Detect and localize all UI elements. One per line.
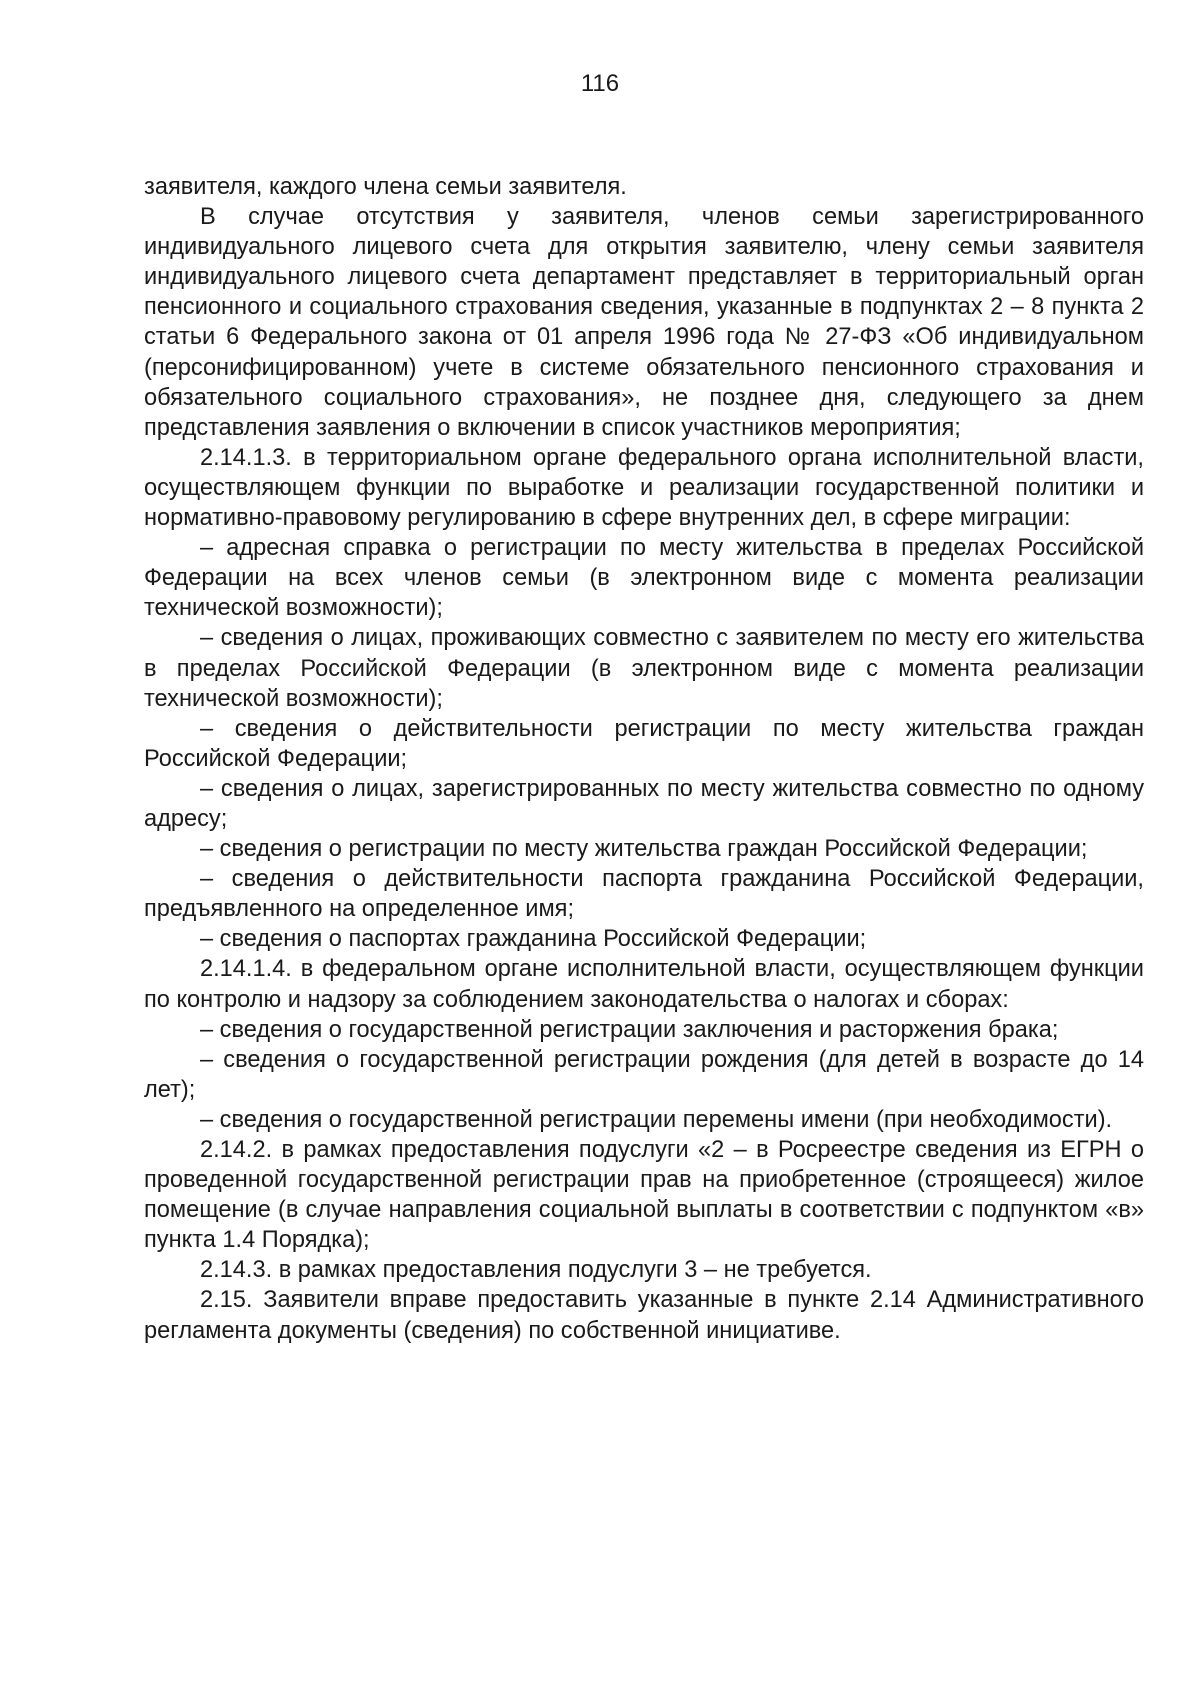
paragraph-continuation: заявителя, каждого члена семьи заявителя.: [144, 174, 627, 200]
list-item-same-address: – сведения о лицах, зарегистрированных по месту жительства совместно по одному адресу;: [144, 775, 1144, 832]
list-item-passports: – сведения о паспортах гражданина Российской Федерации;: [200, 926, 867, 953]
document-body: [144, 172, 1144, 1346]
paragraph-2-15: 2.15. Заявители вправе предоставить указанные в пункте 2.14 Административного регламента документы (сведения) по собственной инициативе.: [144, 1287, 1144, 1344]
page-number: 116: [580, 70, 620, 97]
list-item-birth: – сведения о государственной регистрации рождения (для детей в возрасте до 14 лет);: [144, 1046, 1144, 1103]
paragraph-2-14-2: 2.14.2. в рамках предоставления подуслуги «2 – в Росреестре сведения из ЕГРН о проведенной государственной регистрации прав на приобретенное (строящееся) жилое помещение (в случае направления социальной выплаты в соответствии с подпунктом «в» пункта 1.4 Порядка);: [144, 1137, 1144, 1254]
list-item-address-certificate: – адресная справка о регистрации по месту жительства в пределах Российской Федерации на всех членов семьи (в электронном виде с момента реализации технической возможности);: [144, 535, 1144, 622]
list-item-marriage: – сведения о государственной регистрации заключения и расторжения брака;: [200, 1016, 1059, 1043]
paragraph-2-14-1-3: 2.14.1.3. в территориальном органе федерального органа исполнительной власти, осуществляющем функции по выработке и реализации государственной политики и нормативно-правовому регулированию в сфере внутренних дел, в сфере миграции:: [144, 444, 1144, 532]
paragraph-2-14-3: 2.14.3. в рамках предоставления подуслуги 3 – не требуется.: [200, 1257, 872, 1284]
list-item-residence-registration: – сведения о регистрации по месту жительства граждан Российской Федерации;: [200, 836, 1088, 863]
paragraph-registration-account: В случае отсутствия у заявителя, членов семьи зарегистрированного индивидуального лицевого счета для открытия заявителю, члену семьи заявителя индивидуального лицевого счета департамент представляет в территориальный орган пенсионного и социального страхования сведения, указанные в подпунктах 2 – 8 пункта 2 статьи 6 Федерального закона от 01 апреля 1996 года № 27-ФЗ «Об индивидуальном (персонифицированном) учете в системе обязательного пенсионного страхования и обязательного социального страхования», не позднее дня, следующего за днем представления заявления о включении в список участников мероприятия;: [144, 204, 1144, 441]
list-item-passport-validity: – сведения о действительности паспорта гражданина Российской Федерации, предъявленного на определенное имя;: [144, 866, 1144, 923]
paragraph-2-14-1-4: 2.14.1.4. в федеральном органе исполнительной власти, осуществляющем функции по контролю и надзору за соблюдением законодательства о налогах и сборах:: [144, 956, 1144, 1013]
list-item-cohabitants: – сведения о лицах, проживающих совместно с заявителем по месту его жительства в пределах Российской Федерации (в электронном виде с момента реализации технической возможности);: [144, 625, 1144, 712]
list-item-registration-validity: – сведения о действительности регистрации по месту жительства граждан Российской Федерации;: [144, 715, 1144, 772]
list-item-name-change: – сведения о государственной регистрации перемены имени (при необходимости).: [200, 1106, 1113, 1133]
